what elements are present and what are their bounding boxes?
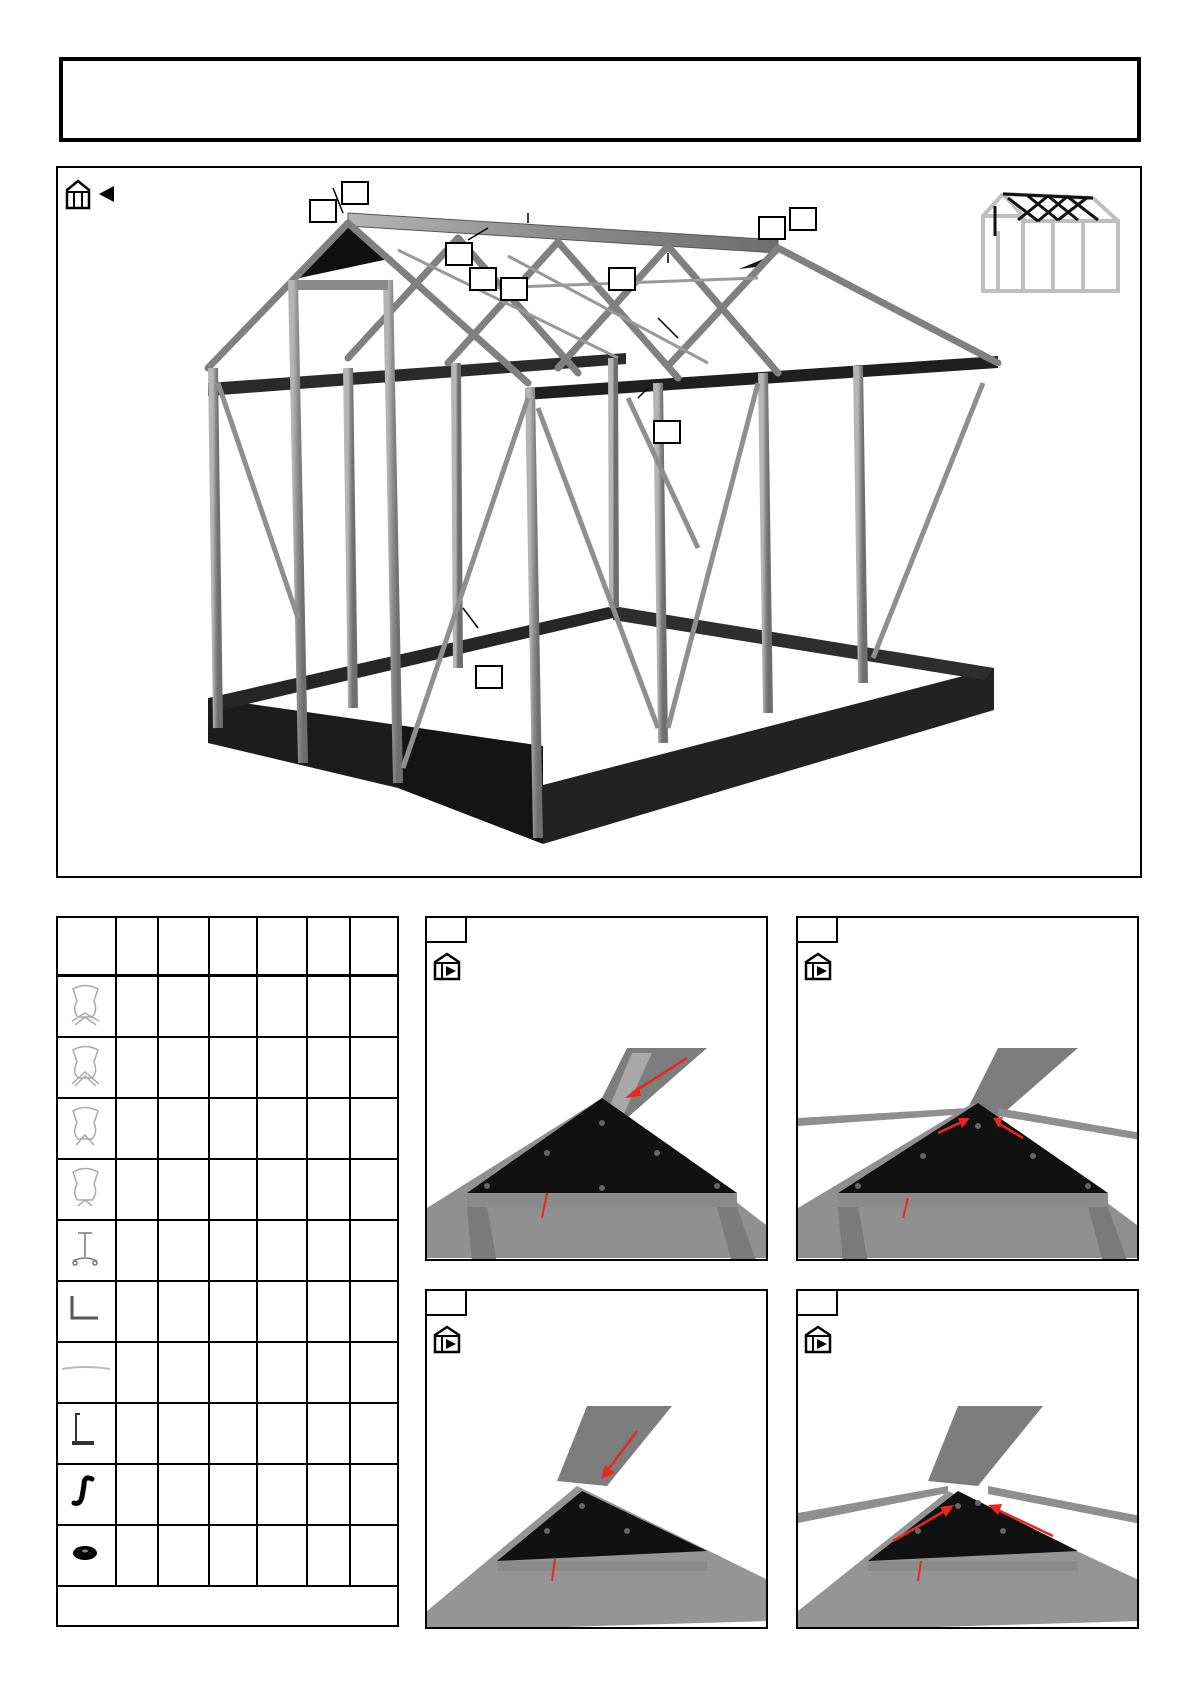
table-cell: [257, 1159, 307, 1220]
table-cell: [350, 1464, 397, 1525]
table-row: [58, 1403, 397, 1464]
t-bolt-icon: [58, 1221, 113, 1275]
table-cell: [307, 1220, 351, 1281]
table-cell: [307, 1098, 351, 1159]
callout-label: [758, 216, 786, 240]
table-cell: [158, 1281, 210, 1342]
table-cell: [158, 1220, 210, 1281]
table-cell: [307, 1037, 351, 1098]
step-panel-4: [796, 1289, 1139, 1629]
table-row: [58, 1037, 397, 1098]
table-cell: [209, 1037, 257, 1098]
step-panel-2: [796, 916, 1139, 1261]
bolt-nut-assembly-icon: [58, 1038, 113, 1092]
callout-label: [608, 267, 636, 291]
part-icon-cell: [58, 1342, 116, 1403]
table-cell: [158, 976, 210, 1038]
table-cell: [307, 976, 351, 1038]
header-cell: [307, 918, 351, 976]
header-cell: [209, 918, 257, 976]
callout-label: [445, 242, 473, 266]
table-cell: [307, 1281, 351, 1342]
header-cell: [350, 918, 397, 976]
part-icon-cell: [58, 1037, 116, 1098]
bolt-nut-assembly-icon: [58, 1160, 113, 1214]
part-icon-cell: [58, 1098, 116, 1159]
parts-table-footer: [58, 1545, 397, 1625]
table-cell: [257, 1464, 307, 1525]
header-cell: [257, 918, 307, 976]
table-row: [58, 1342, 397, 1403]
table-cell: [116, 1464, 158, 1525]
table-cell: [350, 1037, 397, 1098]
table-cell: [116, 1281, 158, 1342]
table-row: [58, 1220, 397, 1281]
table-cell: [209, 976, 257, 1038]
header-cell: [116, 918, 158, 976]
table-header-row: [58, 918, 397, 976]
parts-table: [58, 918, 397, 1587]
part-icon-cell: [58, 976, 116, 1038]
table-cell: [350, 1098, 397, 1159]
greenhouse-roof-highlight-thumbnail: [963, 176, 1133, 306]
angle-bracket-icon: [58, 1282, 113, 1336]
table-cell: [307, 1159, 351, 1220]
table-cell: [209, 1098, 257, 1159]
table-cell: [350, 1159, 397, 1220]
table-cell: [350, 1342, 397, 1403]
part-icon-cell: [58, 1281, 116, 1342]
table-cell: [158, 1464, 210, 1525]
table-cell: [307, 1342, 351, 1403]
table-cell: [158, 1403, 210, 1464]
table-cell: [350, 1281, 397, 1342]
table-cell: [158, 1098, 210, 1159]
table-cell: [257, 1098, 307, 1159]
part-icon-cell: [58, 1464, 116, 1525]
table-cell: [158, 1159, 210, 1220]
table-cell: [209, 1342, 257, 1403]
header-cell: [58, 918, 116, 976]
gable-apex-detail-1: [427, 918, 768, 1261]
bolt-nut-assembly-icon: [58, 977, 113, 1031]
callout-label: [341, 181, 369, 205]
part-icon-cell: [58, 1220, 116, 1281]
main-illustration-panel: [56, 166, 1142, 878]
table-cell: [116, 1037, 158, 1098]
callout-label: [469, 267, 497, 291]
table-cell: [257, 1403, 307, 1464]
table-cell: [116, 1342, 158, 1403]
table-cell: [257, 976, 307, 1038]
table-cell: [209, 1464, 257, 1525]
table-cell: [116, 1098, 158, 1159]
table-cell: [350, 1403, 397, 1464]
table-cell: [209, 1159, 257, 1220]
table-cell: [209, 1403, 257, 1464]
glazing-strip-icon: [58, 1343, 113, 1397]
table-cell: [350, 1220, 397, 1281]
table-cell: [158, 1037, 210, 1098]
table-cell: [116, 976, 158, 1038]
table-row: [58, 1281, 397, 1342]
gable-apex-detail-4: [798, 1291, 1139, 1629]
table-cell: [158, 1342, 210, 1403]
table-row: [58, 976, 397, 1038]
table-cell: [257, 1220, 307, 1281]
parts-table-panel: [56, 916, 399, 1627]
gable-apex-detail-3: [427, 1291, 768, 1629]
callout-label: [309, 199, 337, 223]
table-cell: [116, 1403, 158, 1464]
s-clip-icon: [58, 1465, 113, 1519]
step-panel-1: [425, 916, 768, 1261]
header-cell: [158, 918, 210, 976]
table-row: [58, 1159, 397, 1220]
table-cell: [307, 1403, 351, 1464]
callout-label: [653, 420, 681, 444]
callout-label: [789, 207, 817, 231]
table-cell: [307, 1464, 351, 1525]
table-row: [58, 1098, 397, 1159]
table-cell: [116, 1220, 158, 1281]
callout-label: [475, 665, 503, 689]
callout-label: [500, 277, 528, 301]
table-cell: [257, 1342, 307, 1403]
table-cell: [257, 1037, 307, 1098]
part-icon-cell: [58, 1159, 116, 1220]
table-cell: [116, 1159, 158, 1220]
gable-apex-detail-2: [798, 918, 1139, 1261]
table-cell: [209, 1220, 257, 1281]
table-cell: [209, 1281, 257, 1342]
title-box: [59, 57, 1141, 142]
table-cell: [257, 1281, 307, 1342]
part-icon-cell: [58, 1403, 116, 1464]
step-panel-3: [425, 1289, 768, 1629]
table-row: [58, 1464, 397, 1525]
profile-clip-icon: [58, 1404, 113, 1458]
table-cell: [350, 976, 397, 1038]
bolt-nut-assembly-icon: [58, 1099, 113, 1153]
